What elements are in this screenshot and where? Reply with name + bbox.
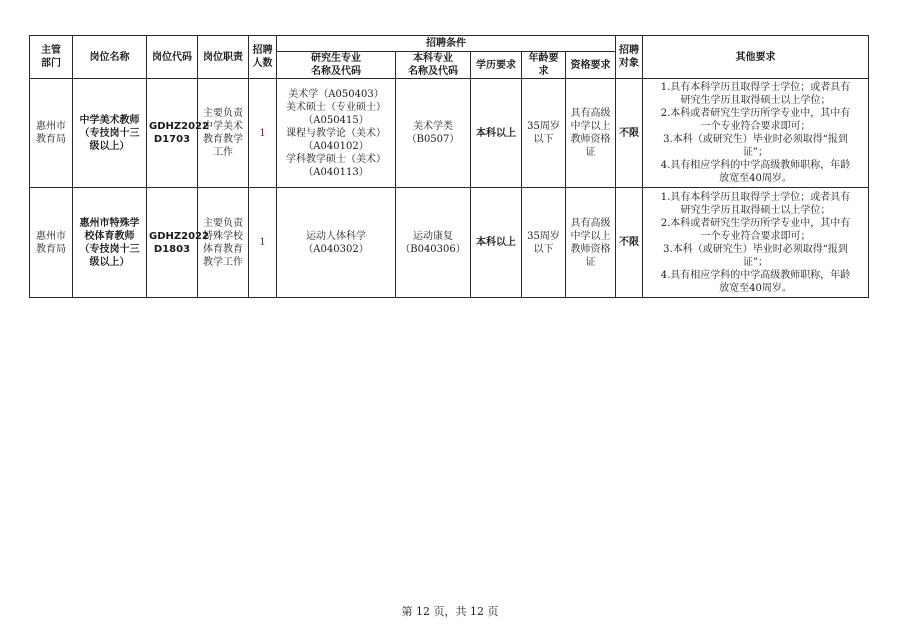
cell-grad-major: 美术学（A050403） 美术硕士（专业硕士） （A050415） 课程与教学论（美术） （A040102） 学科教学硕士（美术） （A040113）: [277, 79, 396, 188]
header-education: 学历要求: [471, 52, 522, 79]
cell-grad-major: 运动人体科学 （A040302）: [277, 188, 396, 298]
header-ug-major: 本科专业 名称及代码: [396, 52, 471, 79]
header-qualification: 资格要求: [566, 52, 616, 79]
cell-dept: 惠州市 教育局: [30, 188, 73, 298]
header-conditions: 招聘条件: [277, 36, 616, 52]
cell-qualification: 具有高级 中学以上 教师资格 证: [566, 79, 616, 188]
cell-education: 本科以上: [471, 188, 522, 298]
header-post-name: 岗位名称: [73, 36, 147, 79]
cell-age: 35周岁 以下: [522, 188, 566, 298]
header-grad-major: 研究生专业 名称及代码: [277, 52, 396, 79]
cell-other-requirements: 1.具有本科学历且取得学士学位；或者具有 研究生学历且取得硕士以上学位； 2.本科或者研究生学历所学专业中，其中有 一个专业符合要求即可； 3.本科（或研究生）毕业时必须取得“报到 证”； 4.具有相应学科的中学高级教师职称，年龄 放宽至40周岁。: [643, 79, 869, 188]
cell-ug-major: 运动康复 （B040306）: [396, 188, 471, 298]
cell-age: 35周岁 以下: [522, 79, 566, 188]
header-other: 其他要求: [643, 36, 869, 79]
header-duty: 岗位职责: [198, 36, 249, 79]
cell-duty: 主要负责 中学美术 教育教学 工作: [198, 79, 249, 188]
header-age: 年龄要 求: [522, 52, 566, 79]
header-dept: 主管 部门: [30, 36, 73, 79]
cell-count: 1: [249, 188, 277, 298]
cell-other-requirements: 1.具有本科学历且取得学士学位；或者具有 研究生学历且取得硕士以上学位； 2.本科或者研究生学历所学专业中，其中有 一个专业符合要求即可； 3.本科（或研究生）毕业时必须取得“报到 证”； 4.具有相应学科的中学高级教师职称，年龄 放宽至40周岁。: [643, 188, 869, 298]
cell-ug-major: 美术学类 （B0507）: [396, 79, 471, 188]
cell-dept: 惠州市 教育局: [30, 79, 73, 188]
cell-education: 本科以上: [471, 79, 522, 188]
cell-post-name: 中学美术教师 （专技岗十三 级以上）: [73, 79, 147, 188]
header-count: 招聘 人数: [249, 36, 277, 79]
page-number: 第 12 页，共 12 页: [401, 605, 499, 618]
recruitment-table: [29, 35, 869, 298]
cell-post-code: GDHZ2022 D1703: [147, 79, 198, 188]
cell-duty: 主要负责 特殊学校 体育教育 教学工作: [198, 188, 249, 298]
cell-post-name: 惠州市特殊学 校体育教师 （专技岗十三 级以上）: [73, 188, 147, 298]
cell-post-code: GDHZ2022 D1803: [147, 188, 198, 298]
cell-count: 1: [249, 79, 277, 188]
table-row: [30, 79, 869, 188]
table-row: [30, 188, 869, 298]
header-target: 招聘 对象: [616, 36, 643, 79]
cell-qualification: 具有高级 中学以上 教师资格 证: [566, 188, 616, 298]
header-post-code: 岗位代码: [147, 36, 198, 79]
cell-target: 不限: [616, 188, 643, 298]
cell-target: 不限: [616, 79, 643, 188]
